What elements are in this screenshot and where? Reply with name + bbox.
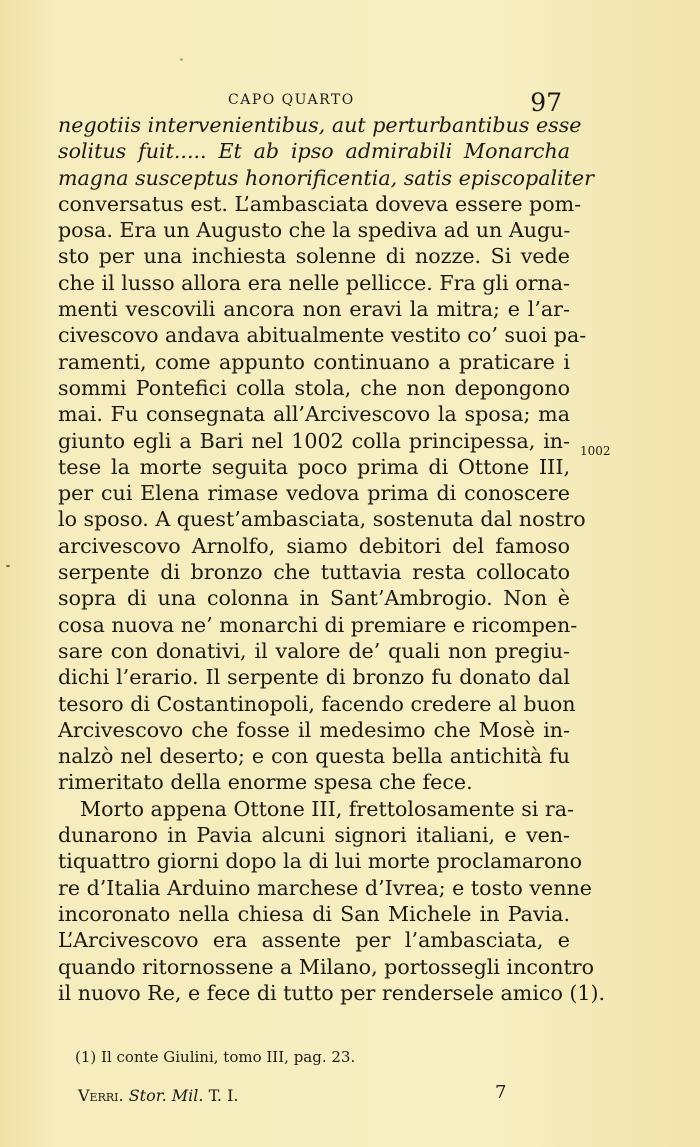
text-line: L’Arcivescovo era assente per l’ambasciata, e xyxy=(58,928,570,953)
footnote: (1) Il conte Giulini, tomo III, pag. 23. xyxy=(75,1048,356,1066)
paper-speck xyxy=(180,58,183,61)
text-line: solitus fuit..... Et ab ipso admirabili Monarcha xyxy=(58,139,570,164)
signature-sheet-number: 7 xyxy=(495,1082,507,1103)
margin-note-year: 1002 xyxy=(580,444,611,458)
text-line: menti vescovili ancora non eravi la mitra; e l’ar- xyxy=(58,297,570,322)
text-line: dunarono in Pavia alcuni signori italiani, e ven- xyxy=(58,823,570,848)
text-line: giunto egli a Bari nel 1002 colla principessa, in- xyxy=(58,428,570,453)
text-line: posa. Era un Augusto che la spediva ad un Augu- xyxy=(58,218,571,243)
running-title: CAPO QUARTO xyxy=(228,92,355,108)
text-line: arcivescovo Arnolfo, siamo debitori del famoso xyxy=(58,533,570,558)
main-text xyxy=(58,112,606,1006)
text-line: dichi l’erario. Il serpente di bronzo fu donato dal xyxy=(58,665,570,690)
paper-speck xyxy=(6,565,10,567)
text-line: lo sposo. A quest’ambasciata, sostenuta dal nostro xyxy=(58,507,586,532)
signature-line xyxy=(78,1086,238,1105)
text-line: tese la morte seguita poco prima di Ottone III, xyxy=(58,454,570,479)
text-line: quando ritornossene a Milano, portossegli incontro xyxy=(58,954,595,979)
text-line: Morto appena Ottone III, frettolosamente si ra- xyxy=(80,796,574,821)
text-line: mai. Fu consegnata all’Arcivescovo la sposa; ma xyxy=(58,402,570,427)
page-number: 97 xyxy=(530,88,562,117)
signature-title: Stor. Mil. xyxy=(128,1086,204,1105)
text-line: negotiis intervenientibus, aut perturbantibus esse xyxy=(58,113,582,137)
text-line: sommi Pontefici colla stola, che non depongono xyxy=(58,375,570,400)
text-line: re d’Italia Arduino marchese d’Ivrea; e tosto venne xyxy=(58,875,592,900)
text-line: serpente di bronzo che tuttavia resta collocato xyxy=(58,560,570,585)
text-line: tesoro di Costantinopoli, facendo credere al buon xyxy=(58,691,576,716)
text-line: sare con donativi, il valore de’ quali non pregiu- xyxy=(58,638,570,663)
text-line: conversatus est. L’ambasciata doveva essere pom- xyxy=(58,191,582,216)
text-line: nalzò nel deserto; e con questa bella antichità fu xyxy=(58,744,570,769)
text-line: che il lusso allora era nelle pellicce. Fra gli orna- xyxy=(58,270,570,295)
text-line: ramenti, come appunto continuano a praticare i xyxy=(58,349,570,374)
signature-author: Verri. xyxy=(78,1086,124,1105)
text-line: sopra di una colonna in Sant’Ambrogio. Non è xyxy=(58,586,570,611)
text-line: rimeritato della enorme spesa che fece. xyxy=(58,770,473,795)
text-line: per cui Elena rimase vedova prima di conoscere xyxy=(58,481,570,506)
text-line: sto per una inchiesta solenne di nozze. Si vede xyxy=(58,244,570,269)
signature-volume: T. I. xyxy=(208,1086,239,1105)
text-line: tiquattro giorni dopo la di lui morte proclamarono xyxy=(58,849,583,874)
text-line: Arcivescovo che fosse il medesimo che Mosè in- xyxy=(58,717,570,742)
text-line: il nuovo Re, e fece di tutto per rendersele amico (1). xyxy=(58,980,606,1005)
text-line: cosa nuova ne’ monarchi di premiare e ricompen- xyxy=(58,612,578,637)
text-line: incoronato nella chiesa di San Michele in Pavia. xyxy=(58,901,570,926)
text-line: civescovo andava abitualmente vestito co’ suoi pa- xyxy=(58,323,587,348)
running-header xyxy=(58,88,570,117)
text-line: magna susceptus honorificentia, satis episcopaliter xyxy=(58,165,594,190)
